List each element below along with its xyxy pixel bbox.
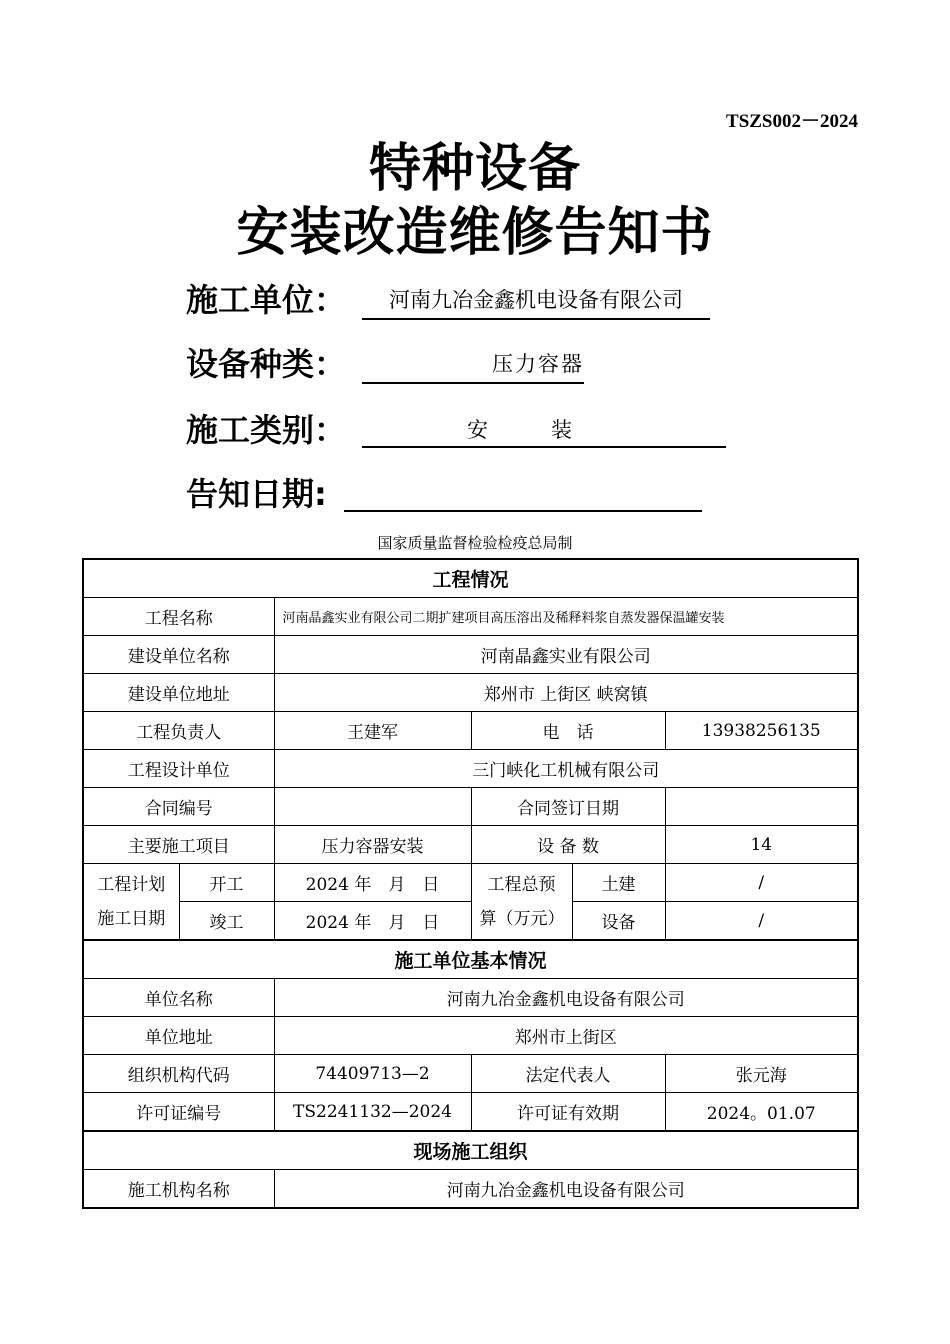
designer-label: 工程设计单位 (83, 750, 274, 788)
manager-value: 王建军 (274, 712, 471, 750)
section-contractor: 施工单位基本情况 (83, 940, 858, 979)
work-type-value: 安 装 (362, 412, 726, 448)
license-valid-value: 2024。01.07 (665, 1093, 858, 1132)
equipment-type-label: 设备种类： (186, 345, 347, 383)
designer-value: 三门峡化工机械有限公司 (274, 750, 858, 788)
manager-label: 工程负责人 (83, 712, 274, 750)
owner-address-value: 郑州市 上街区 峡窝镇 (274, 674, 858, 712)
contract-no-label: 合同编号 (83, 788, 274, 826)
unit-address-label: 单位地址 (83, 1017, 274, 1055)
contract-no-value (274, 788, 471, 826)
title-line-2: 安装改造维修告知书 (236, 203, 714, 263)
equipment-value: / (665, 902, 858, 941)
project-name-label: 工程名称 (83, 598, 274, 636)
issuing-agency: 国家质量监督检验检疫总局制 (377, 534, 573, 552)
civil-value: / (665, 864, 858, 902)
unit-name-value: 河南九冶金鑫机电设备有限公司 (274, 979, 858, 1017)
contract-date-value (665, 788, 858, 826)
phone-value: 13938256135 (665, 712, 858, 750)
owner-value: 河南晶鑫实业有限公司 (274, 636, 858, 674)
notice-table (82, 558, 859, 1209)
license-no-value: TS2241132—2024 (274, 1093, 471, 1132)
budget-label: 工程总预算（万元） (471, 864, 572, 941)
work-type-label: 施工类别： (186, 411, 347, 449)
license-no-label: 许可证编号 (83, 1093, 274, 1132)
notice-date-label: 告知日期: (186, 475, 327, 513)
device-count-label: 设 备 数 (471, 826, 665, 864)
end-label: 竣工 (179, 902, 274, 941)
title-line-1: 特种设备 (368, 139, 581, 199)
end-value: 2024 年 月 日 (274, 902, 471, 941)
schedule-label: 工程计划施工日期 (83, 864, 179, 941)
site-org-label: 施工机构名称 (83, 1170, 274, 1209)
unit-address-value: 郑州市上街区 (274, 1017, 858, 1055)
unit-name-label: 单位名称 (83, 979, 274, 1017)
phone-label: 电 话 (471, 712, 665, 750)
device-count-value: 14 (665, 826, 858, 864)
section-site: 现场施工组织 (83, 1131, 858, 1170)
start-value: 2024 年 月 日 (274, 864, 471, 902)
legal-rep-label: 法定代表人 (471, 1055, 665, 1093)
license-valid-label: 许可证有效期 (471, 1093, 665, 1132)
project-name-value: 河南晶鑫实业有限公司二期扩建项目高压溶出及稀释料浆自蒸发器保温罐安装 (274, 598, 858, 636)
notice-date-value (344, 474, 702, 512)
org-code-value: 74409713—2 (274, 1055, 471, 1093)
legal-rep-value: 张元海 (665, 1055, 858, 1093)
equipment-label: 设备 (572, 902, 665, 941)
contractor-label: 施工单位： (186, 281, 347, 319)
equipment-type-value: 压力容器 (362, 346, 584, 384)
contractor-value: 河南九冶金鑫机电设备有限公司 (362, 282, 710, 320)
document-code: TSZS002－2024 (726, 111, 858, 132)
contract-date-label: 合同签订日期 (471, 788, 665, 826)
owner-label: 建设单位名称 (83, 636, 274, 674)
main-item-value: 压力容器安装 (274, 826, 471, 864)
owner-address-label: 建设单位地址 (83, 674, 274, 712)
civil-label: 土建 (572, 864, 665, 902)
site-org-value: 河南九冶金鑫机电设备有限公司 (274, 1170, 858, 1209)
section-project: 工程情况 (83, 559, 858, 598)
org-code-label: 组织机构代码 (83, 1055, 274, 1093)
start-label: 开工 (179, 864, 274, 902)
main-item-label: 主要施工项目 (83, 826, 274, 864)
